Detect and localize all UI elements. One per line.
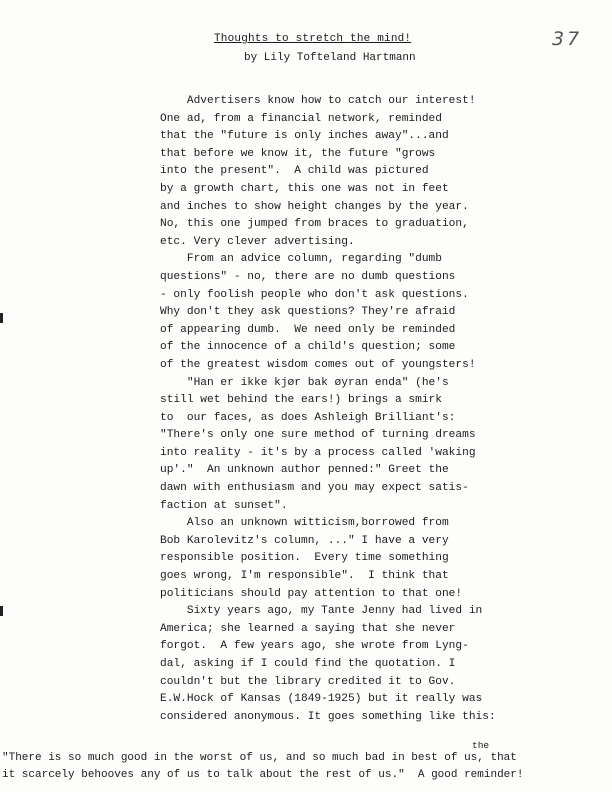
body-line: No, this one jumped from braces to graduation, bbox=[160, 218, 469, 231]
body-line: that before we know it, the future "grows bbox=[160, 147, 436, 160]
body-line: America; she learned a saying that she never bbox=[160, 622, 456, 635]
author-byline: by Lily Tofteland Hartmann bbox=[244, 52, 416, 64]
body-line: dawn with enthusiasm and you may expect satis- bbox=[160, 482, 469, 495]
body-line: of appearing dumb. We need only be reminded bbox=[160, 323, 456, 336]
article-body bbox=[160, 93, 520, 726]
body-line: into reality - it's by a process called 'waking bbox=[160, 446, 476, 459]
body-line: Sixty years ago, my Tante Jenny had lived in bbox=[160, 605, 483, 618]
margin-mark bbox=[0, 313, 3, 323]
handwritten-insert: the bbox=[472, 740, 490, 751]
body-line: Advertisers know how to catch our interest! bbox=[160, 95, 476, 107]
body-line: forgot. A few years ago, she wrote from Lyng- bbox=[160, 640, 469, 653]
body-line: goes wrong, I'm responsible". I think that bbox=[160, 570, 449, 583]
body-line: Why don't they ask questions? They're afraid bbox=[160, 306, 456, 319]
body-line: E.W.Hock of Kansas (1849-1925) but it really was bbox=[160, 693, 483, 706]
margin-mark bbox=[0, 606, 3, 616]
body-line: still wet behind the ears!) brings a smirk bbox=[160, 394, 442, 407]
body-line: of the innocence of a child's question; some bbox=[160, 341, 456, 354]
body-line: couldn't but the library credited it to Gov. bbox=[160, 675, 456, 688]
quote-line: "There is so much good in the worst of us, and so much bad in best of us, that bbox=[2, 752, 517, 764]
body-line: Bob Karolevitz's column, ..." I have a very bbox=[160, 534, 449, 547]
body-line: - only foolish people who don't ask questions. bbox=[160, 288, 469, 301]
body-line: of the greatest wisdom comes out of youngsters! bbox=[160, 358, 476, 371]
body-line: politicians should pay attention to that one! bbox=[160, 587, 463, 600]
body-line: "Han er ikke kjør bak øyran enda" (he's bbox=[160, 376, 449, 389]
body-line: "There's only one sure method of turning dreams bbox=[160, 429, 476, 442]
body-line: responsible position. Every time something bbox=[160, 552, 449, 565]
body-line: considered anonymous. It goes something like this: bbox=[160, 710, 496, 723]
body-line: etc. Very clever advertising. bbox=[160, 235, 355, 248]
body-line: Also an unknown witticism,borrowed from bbox=[160, 517, 449, 530]
page-number: 37 bbox=[552, 28, 583, 50]
body-line: into the present". A child was pictured bbox=[160, 165, 429, 178]
body-line: faction at sunset". bbox=[160, 499, 288, 512]
quote-line: it scarcely behooves any of us to talk about the rest of us." A good reminder! bbox=[2, 769, 524, 781]
article-title: Thoughts to stretch the mind! bbox=[214, 33, 412, 45]
body-line: that the "future is only inches away"...and bbox=[160, 130, 449, 143]
body-line: From an advice column, regarding "dumb bbox=[160, 253, 442, 266]
body-line: One ad, from a financial network, reminded bbox=[160, 112, 442, 125]
body-line: by a growth chart, this one was not in feet bbox=[160, 182, 449, 195]
body-line: to our faces, as does Ashleigh Brilliant's: bbox=[160, 411, 456, 424]
body-line: and inches to show height changes by the year. bbox=[160, 200, 469, 213]
body-line: dal, asking if I could find the quotation. I bbox=[160, 658, 456, 670]
body-line: questions" - no, there are no dumb questions bbox=[160, 270, 456, 283]
body-line: up'." An unknown author penned:" Greet the bbox=[160, 464, 449, 477]
